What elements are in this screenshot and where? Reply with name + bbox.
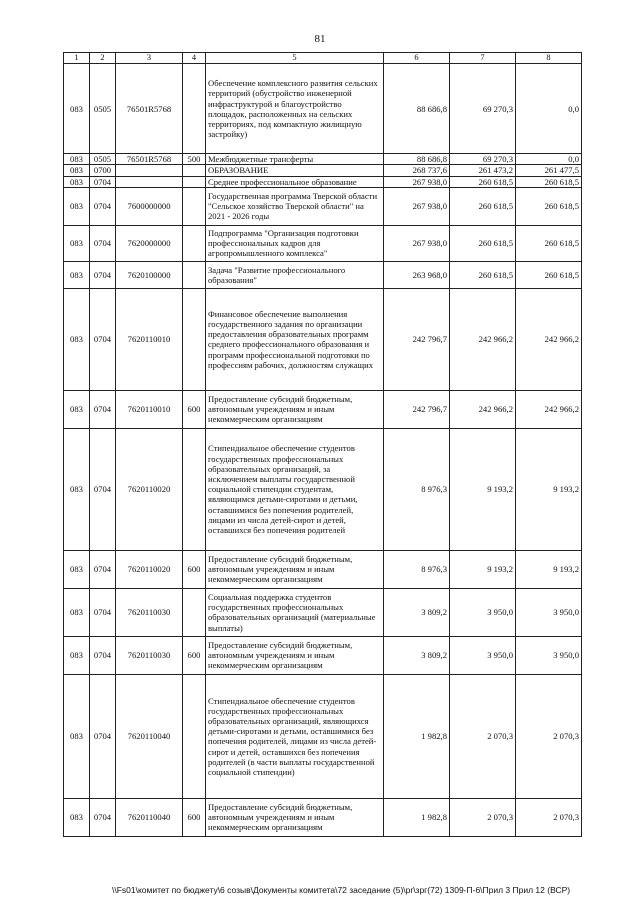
cell-description: Задача "Развитие профессионального образования": [206, 261, 384, 288]
cell-amount-year1: 1 982,8: [384, 798, 450, 836]
cell-amount-year3: 261 477,5: [516, 165, 582, 176]
cell-ministry-code: 083: [64, 588, 90, 636]
table-row: [64, 588, 582, 636]
cell-amount-year1: 263 968,0: [384, 261, 450, 288]
page-number: 81: [314, 33, 326, 45]
cell-target-article: [116, 176, 183, 187]
cell-amount-year3: 242 966,2: [516, 288, 582, 390]
cell-target-article: 7620000000: [116, 225, 183, 261]
cell-target-article: 76501R5768: [116, 154, 183, 165]
cell-expense-type: [183, 187, 206, 225]
table-row: [64, 165, 582, 176]
cell-ministry-code: 083: [64, 798, 90, 836]
cell-amount-year1: 88 686,8: [384, 154, 450, 165]
cell-amount-year3: 2 070,3: [516, 798, 582, 836]
table-row: [64, 261, 582, 288]
cell-expense-type: 600: [183, 390, 206, 428]
column-header: 6: [384, 53, 450, 64]
table-row: [64, 176, 582, 187]
column-header: 4: [183, 53, 206, 64]
column-header: 2: [90, 53, 116, 64]
cell-description: Предоставление субсидий бюджетным, автономным учреждениям и иным некоммерческим организациям: [206, 550, 384, 588]
cell-expense-type: [183, 288, 206, 390]
cell-section-code: 0505: [90, 154, 116, 165]
cell-section-code: 0704: [90, 636, 116, 674]
cell-amount-year2: 260 618,5: [450, 261, 516, 288]
cell-expense-type: [183, 64, 206, 154]
cell-section-code: 0704: [90, 176, 116, 187]
cell-description: Предоставление субсидий бюджетным, автономным учреждениям и иным некоммерческим организациям: [206, 798, 384, 836]
cell-amount-year1: 242 796,7: [384, 288, 450, 390]
cell-description: Обеспечение комплексного развития сельских территорий (обустройство инженерной инфраструктурой и благоустройство площадок, расположенных на сельских территориях, под компактную жилищную застройку): [206, 64, 384, 154]
cell-amount-year1: 268 737,6: [384, 165, 450, 176]
cell-description: Среднее профессиональное образование: [206, 176, 384, 187]
cell-description: Социальная поддержка студентов государственных профессиональных образовательных организаций (материальные выплаты): [206, 588, 384, 636]
cell-ministry-code: 083: [64, 176, 90, 187]
cell-target-article: 7620110010: [116, 390, 183, 428]
cell-expense-type: [183, 225, 206, 261]
cell-amount-year3: 9 193,2: [516, 428, 582, 550]
cell-description: Предоставление субсидий бюджетным, автономным учреждениям и иным некоммерческим организациям: [206, 390, 384, 428]
table-row: [64, 225, 582, 261]
cell-amount-year2: 242 966,2: [450, 390, 516, 428]
cell-section-code: 0505: [90, 64, 116, 154]
cell-amount-year3: 2 070,3: [516, 674, 582, 798]
column-header: 7: [450, 53, 516, 64]
cell-amount-year2: 260 618,5: [450, 187, 516, 225]
table-row: [64, 674, 582, 798]
cell-amount-year2: 2 070,3: [450, 798, 516, 836]
cell-amount-year3: 242 966,2: [516, 390, 582, 428]
cell-description: ОБРАЗОВАНИЕ: [206, 165, 384, 176]
cell-ministry-code: 083: [64, 261, 90, 288]
cell-target-article: [116, 165, 183, 176]
cell-amount-year1: 267 938,0: [384, 176, 450, 187]
cell-section-code: 0704: [90, 261, 116, 288]
cell-ministry-code: 083: [64, 390, 90, 428]
cell-ministry-code: 083: [64, 636, 90, 674]
cell-amount-year3: 260 618,5: [516, 261, 582, 288]
cell-amount-year1: 8 976,3: [384, 428, 450, 550]
cell-section-code: 0704: [90, 288, 116, 390]
table-row: [64, 154, 582, 165]
cell-ministry-code: 083: [64, 550, 90, 588]
cell-amount-year2: 69 270,3: [450, 154, 516, 165]
cell-ministry-code: 083: [64, 165, 90, 176]
cell-expense-type: [183, 176, 206, 187]
cell-amount-year1: 267 938,0: [384, 225, 450, 261]
cell-amount-year3: 0,0: [516, 64, 582, 154]
column-header: 5: [206, 53, 384, 64]
cell-target-article: 7620110040: [116, 798, 183, 836]
cell-expense-type: [183, 165, 206, 176]
cell-description: Предоставление субсидий бюджетным, автономным учреждениям и иным некоммерческим организациям: [206, 636, 384, 674]
cell-target-article: 7600000000: [116, 187, 183, 225]
cell-amount-year2: 3 950,0: [450, 636, 516, 674]
cell-amount-year2: 2 070,3: [450, 674, 516, 798]
table-row: [64, 64, 582, 154]
cell-description: Подпрограмма "Организация подготовки профессиональных кадров для агропромышленного комплекса": [206, 225, 384, 261]
cell-expense-type: [183, 261, 206, 288]
cell-amount-year2: 261 473,2: [450, 165, 516, 176]
cell-ministry-code: 083: [64, 154, 90, 165]
cell-description: Межбюджетные трансферты: [206, 154, 384, 165]
cell-expense-type: 600: [183, 798, 206, 836]
cell-amount-year2: 242 966,2: [450, 288, 516, 390]
table-row: [64, 798, 582, 836]
cell-section-code: 0704: [90, 225, 116, 261]
table-row: [64, 550, 582, 588]
cell-target-article: 76501R5768: [116, 64, 183, 154]
cell-amount-year1: 242 796,7: [384, 390, 450, 428]
cell-amount-year3: 3 950,0: [516, 636, 582, 674]
cell-amount-year2: 69 270,3: [450, 64, 516, 154]
cell-description: Стипендиальное обеспечение студентов государственных профессиональных образовательных организаций, являющихся детьми-сиротами и детьми, оставшимися без попечения родителей, лицами из числа детей-сирот и детей, оставшихся без попечения родителей (в части выплаты государственной социальной стипендии): [206, 674, 384, 798]
cell-target-article: 7620110020: [116, 428, 183, 550]
table-row: [64, 636, 582, 674]
cell-amount-year1: 267 938,0: [384, 187, 450, 225]
cell-expense-type: [183, 588, 206, 636]
cell-section-code: 0704: [90, 187, 116, 225]
cell-target-article: 7620110010: [116, 288, 183, 390]
cell-amount-year3: 0,0: [516, 154, 582, 165]
table-row: [64, 390, 582, 428]
cell-section-code: 0704: [90, 428, 116, 550]
cell-section-code: 0704: [90, 798, 116, 836]
table-header-row: [64, 53, 582, 64]
cell-amount-year3: 9 193,2: [516, 550, 582, 588]
cell-amount-year2: 3 950,0: [450, 588, 516, 636]
cell-target-article: 7620100000: [116, 261, 183, 288]
cell-ministry-code: 083: [64, 187, 90, 225]
cell-amount-year3: 260 618,5: [516, 176, 582, 187]
cell-target-article: 7620110030: [116, 636, 183, 674]
cell-target-article: 7620110030: [116, 588, 183, 636]
cell-section-code: 0704: [90, 674, 116, 798]
cell-ministry-code: 083: [64, 288, 90, 390]
column-header: 8: [516, 53, 582, 64]
column-header: 3: [116, 53, 183, 64]
cell-section-code: 0704: [90, 390, 116, 428]
cell-amount-year3: 260 618,5: [516, 225, 582, 261]
table-row: [64, 288, 582, 390]
cell-expense-type: [183, 428, 206, 550]
cell-amount-year1: 8 976,3: [384, 550, 450, 588]
cell-target-article: 7620110020: [116, 550, 183, 588]
cell-amount-year1: 88 686,8: [384, 64, 450, 154]
cell-amount-year1: 3 809,2: [384, 636, 450, 674]
cell-amount-year3: 260 618,5: [516, 187, 582, 225]
cell-description: Стипендиальное обеспечение студентов государственных профессиональных образовательных организаций, за исключением выплаты государственной социальной стипендии студентам, являющимся детьми-сиротами и детьми, оставшимися без попечения родителей, лицами из числа детей-сирот и детей, оставшихся без попечения родителей: [206, 428, 384, 550]
column-header: 1: [64, 53, 90, 64]
cell-section-code: 0704: [90, 550, 116, 588]
cell-amount-year2: 9 193,2: [450, 550, 516, 588]
cell-ministry-code: 083: [64, 428, 90, 550]
cell-amount-year2: 260 618,5: [450, 176, 516, 187]
file-path-footer: \\Fs01\комитет по бюджету\6 созыв\Документы комитета\72 заседание (5)\pr\зрг(72) 1309-П-6\Прил 3 Прил 12 (ВСР): [112, 885, 571, 895]
cell-ministry-code: 083: [64, 225, 90, 261]
cell-expense-type: 600: [183, 550, 206, 588]
table-row: [64, 428, 582, 550]
cell-amount-year2: 260 618,5: [450, 225, 516, 261]
cell-description: Государственная программа Тверской области "Сельское хозяйство Тверской области" на 2021 - 2026 годы: [206, 187, 384, 225]
cell-amount-year3: 3 950,0: [516, 588, 582, 636]
cell-ministry-code: 083: [64, 674, 90, 798]
cell-section-code: 0704: [90, 588, 116, 636]
cell-amount-year2: 9 193,2: [450, 428, 516, 550]
cell-target-article: 7620110040: [116, 674, 183, 798]
cell-ministry-code: 083: [64, 64, 90, 154]
cell-description: Финансовое обеспечение выполнения государственного задания по организации предоставления образовательных программ среднего профессионального образования и программ профессиональной подготовки по профессиям рабочих, должностям служащих: [206, 288, 384, 390]
budget-table: [63, 52, 582, 837]
cell-amount-year1: 3 809,2: [384, 588, 450, 636]
cell-section-code: 0700: [90, 165, 116, 176]
cell-amount-year1: 1 982,8: [384, 674, 450, 798]
cell-expense-type: 500: [183, 154, 206, 165]
table-row: [64, 187, 582, 225]
cell-expense-type: [183, 674, 206, 798]
cell-expense-type: 600: [183, 636, 206, 674]
